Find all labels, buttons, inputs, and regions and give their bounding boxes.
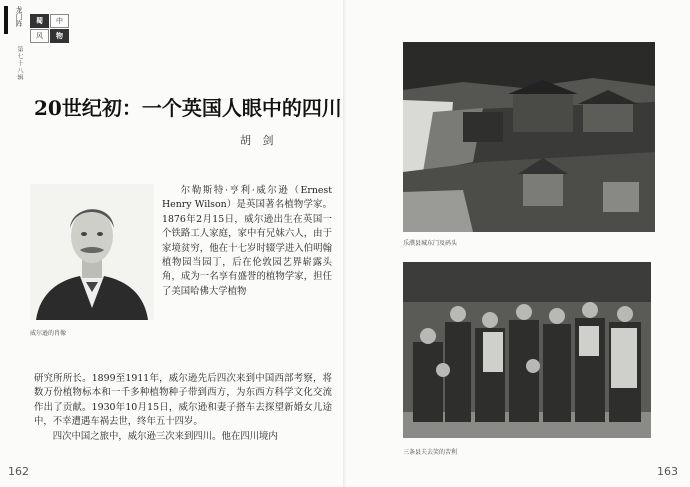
badge-char-4: 物 <box>50 29 69 43</box>
page-number-right: 163 <box>657 465 678 478</box>
body-paragraph-1: 研究所所长。1899至1911年，威尔逊先后四次来到中国西部考察，将数万份植物标本和一千多种植物种子带到西方，为东西方科学文化交流作出了贡献。1930年10月15日，威尔逊和妻子搭车去探望新婚女儿途中，不幸遭遇车祸去世，终年五十四岁。 <box>34 373 332 428</box>
body-text <box>34 372 332 444</box>
portrait-caption: 威尔逊的肖像 <box>30 330 67 337</box>
left-page <box>0 0 344 487</box>
town-pier-photo <box>403 42 655 232</box>
photo-caption-1: 乐濮县城东门及码头 <box>403 240 458 247</box>
column-issue: 第七十八辑 <box>16 46 23 81</box>
article-author: 胡 剑 <box>240 134 278 147</box>
right-page <box>346 0 690 487</box>
intro-text: 尔勒斯特·亨利·威尔逊（Ernest Henry Wilson）是英国著名植物学家。1876年2月15日，威尔逊出生在英国一个铁路工人家庭，家中有兄妹六人，由于家境贫穷，他在十七岁时辍学进入伯明翰植物园当园丁，后在伦敦园艺界崭露头角，成为一名享有盛誉的植物学家，担任了美国哈佛大学植物 <box>162 185 332 297</box>
wilson-portrait-image <box>30 184 154 320</box>
article-title: 20世纪初：一个英国人眼中的四川 <box>34 96 342 120</box>
badge-char-3: 风 <box>30 29 49 43</box>
page-number-left: 162 <box>8 465 29 478</box>
group-portrait-photo <box>403 262 651 438</box>
intro-paragraph <box>162 184 332 299</box>
badge-char-2: 中 <box>50 14 69 28</box>
column-mark <box>4 6 8 34</box>
column-badge <box>30 14 70 44</box>
column-label: 龙门阵 <box>15 6 23 27</box>
badge-char-1: 蜀 <box>30 14 49 28</box>
body-paragraph-2: 四次中国之旅中，威尔逊三次来到四川。他在四川境内 <box>52 430 278 442</box>
photo-caption-2: 三条县夫去笑的苦利 <box>403 449 458 456</box>
